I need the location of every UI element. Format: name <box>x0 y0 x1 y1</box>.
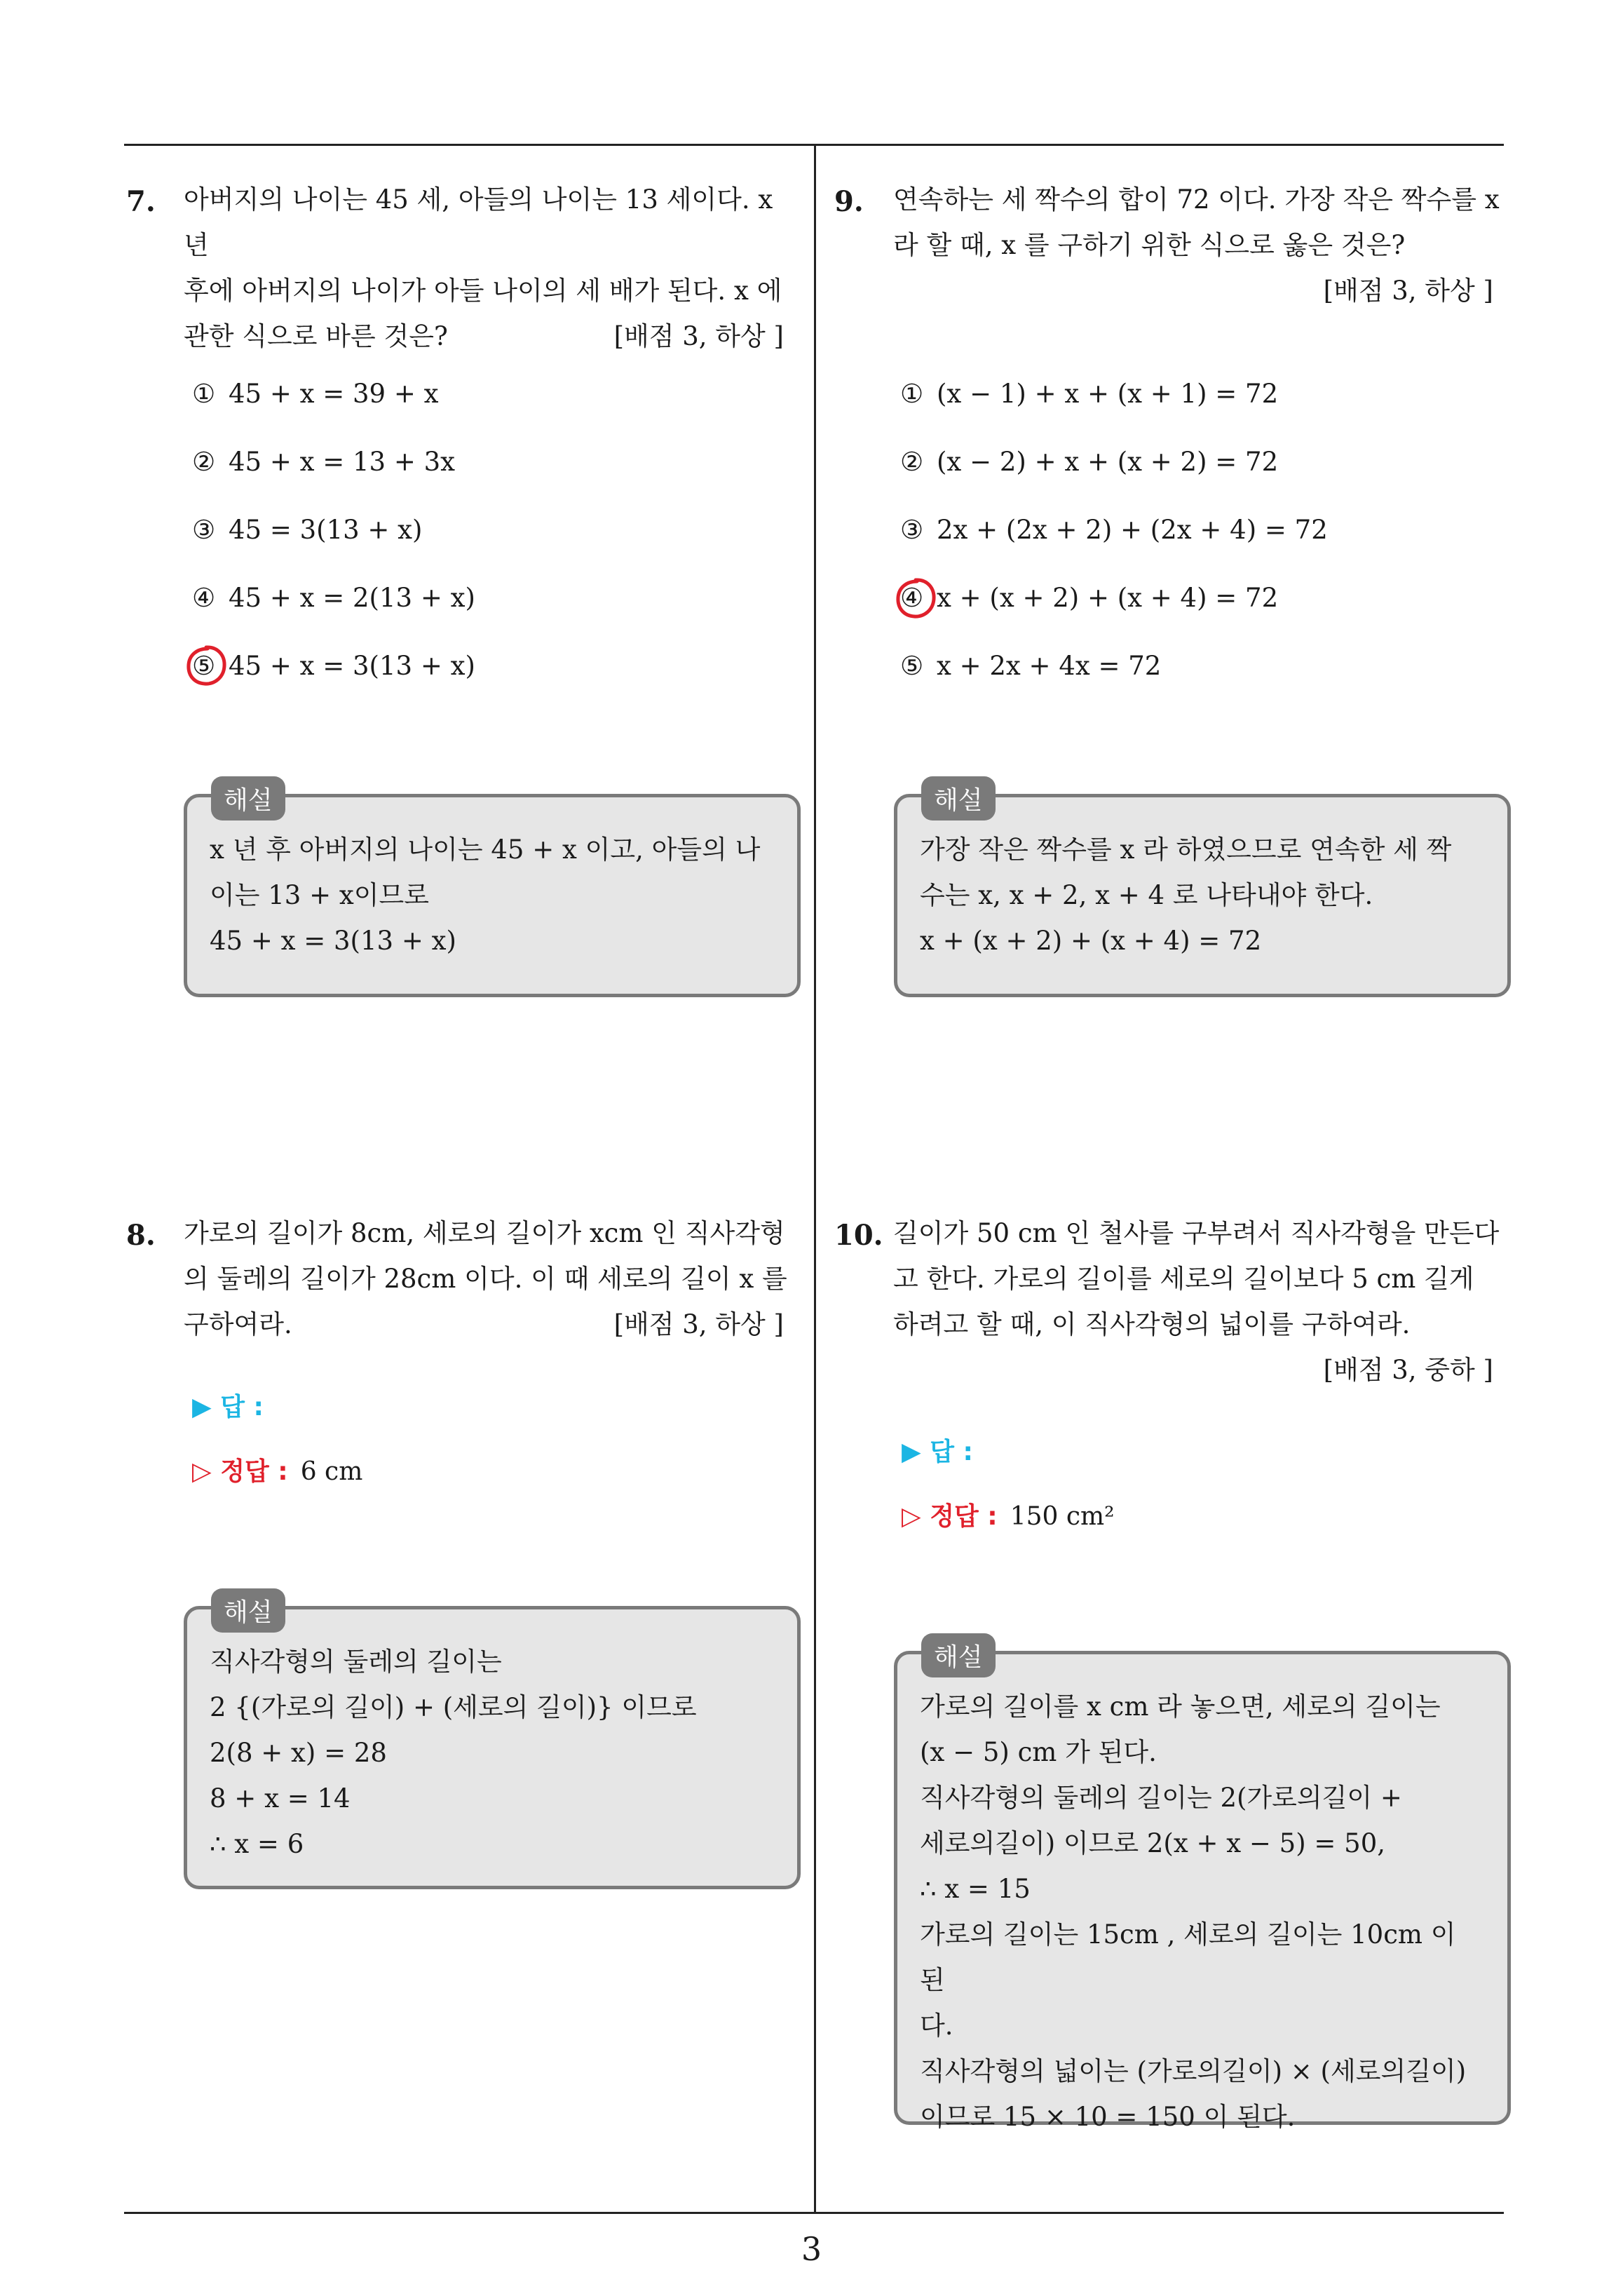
choice-mark: ① <box>900 379 924 409</box>
explanation-line: 가로의 길이를 x cm 라 놓으면, 세로의 길이는 <box>920 1691 1441 1722</box>
question-line-end: 관한 식으로 바른 것은? <box>184 321 448 351</box>
score-label: [배점 3, 하상 ] <box>613 1309 784 1339</box>
choice-text: 45 + x = 3(13 + x) <box>229 651 475 681</box>
explanation-line: 수는 x, x + 2, x + 4 로 나타내야 한다. <box>920 880 1373 910</box>
question-text <box>893 1210 1510 1393</box>
answer-circle-mark <box>184 644 228 687</box>
explanation-line: 이는 13 + x이므로 <box>210 880 429 910</box>
answer-input-label[interactable]: ▶ 답 : <box>192 1393 264 1422</box>
choice-1[interactable] <box>192 379 438 409</box>
score-label: [배점 3, 하상 ] <box>613 321 784 351</box>
correct-answer-label: ▷ 정답 : <box>192 1457 288 1486</box>
choice-text: 45 + x = 2(13 + x) <box>229 583 475 613</box>
bottom-rule <box>124 2212 1504 2214</box>
choice-text: (x − 1) + x + (x + 1) = 72 <box>937 379 1279 409</box>
question-text <box>893 177 1510 313</box>
choice-5[interactable] <box>900 651 1161 681</box>
choice-text: (x − 2) + x + (x + 2) = 72 <box>937 447 1279 477</box>
explanation-body <box>920 1684 1486 2140</box>
correct-answer <box>192 1452 362 1487</box>
question-line: 하려고 할 때, 이 직사각형의 넓이를 구하여라. <box>893 1309 1411 1339</box>
answer-input-label[interactable]: ▶ 답 : <box>902 1438 973 1466</box>
choice-mark: ① <box>192 379 216 409</box>
explanation-box <box>894 786 1511 997</box>
choice-2[interactable] <box>900 447 1278 477</box>
choice-text: x + (x + 2) + (x + 4) = 72 <box>937 583 1279 613</box>
explanation-line: ∴ x = 15 <box>920 1874 1031 1904</box>
choice-1[interactable] <box>900 379 1278 409</box>
explanation-line: 다. <box>920 2011 953 2041</box>
score-label: [배점 3, 하상 ] <box>1323 276 1493 306</box>
choice-mark: ⑤ <box>192 651 216 681</box>
explanation-line: ∴ x = 6 <box>210 1829 304 1859</box>
explanation-line: (x − 5) cm 가 된다. <box>920 1737 1157 1767</box>
explanation-tag: 해설 <box>211 1588 285 1633</box>
choice-mark: ④ <box>192 583 216 613</box>
question-line: 가로의 길이가 8cm, 세로의 길이가 xcm 인 직사각형 <box>184 1218 785 1248</box>
question-line <box>184 1302 801 1347</box>
choice-4[interactable] <box>900 583 1278 613</box>
choice-mark: ② <box>900 447 924 477</box>
choice-mark: ⑤ <box>900 651 924 681</box>
explanation-tag: 해설 <box>211 776 285 821</box>
explanation-line: x + (x + 2) + (x + 4) = 72 <box>920 926 1262 956</box>
explanation-box <box>184 1598 801 1889</box>
explanation-box <box>184 786 801 997</box>
choice-mark: ③ <box>900 515 924 545</box>
answer-circle-mark <box>894 576 937 620</box>
explanation-line: 직사각형의 둘레의 길이는 <box>210 1647 502 1677</box>
explanation-body <box>920 827 1486 964</box>
question-number: 9. <box>834 185 864 218</box>
explanation-body <box>210 827 776 964</box>
explanation-line: 이므로 15 × 10 = 150 이 된다. <box>920 2102 1296 2132</box>
choice-5[interactable] <box>192 651 475 681</box>
explanation-tag: 해설 <box>921 1633 996 1677</box>
question-text <box>184 177 801 359</box>
choice-text: 45 = 3(13 + x) <box>229 515 423 545</box>
explanation-line: 직사각형의 둘레의 길이는 2(가로의길이 + <box>920 1783 1402 1813</box>
explanation-line: x 년 후 아버지의 나이는 45 + x 이고, 아들의 나 <box>210 835 761 865</box>
explanation-line: 가로의 길이는 15cm , 세로의 길이는 10cm 이 된 <box>920 1919 1456 1995</box>
question-line: 아버지의 나이는 45 세, 아들의 나이는 13 세이다. x 년 <box>184 184 773 260</box>
choice-mark: ③ <box>192 515 216 545</box>
question-line: 의 둘레의 길이가 28cm 이다. 이 때 세로의 길이 x 를 <box>184 1264 787 1294</box>
correct-answer-value: 6 cm <box>300 1457 363 1486</box>
explanation-line: 8 + x = 14 <box>210 1783 351 1814</box>
explanation-line: 직사각형의 넓이는 (가로의길이) × (세로의길이) <box>920 2056 1467 2086</box>
correct-answer-value: 150 cm² <box>1010 1502 1115 1531</box>
correct-answer-label: ▷ 정답 : <box>902 1502 998 1531</box>
explanation-line: 세로의길이) 이므로 2(x + x − 5) = 50, <box>920 1828 1385 1858</box>
page-number: 3 <box>801 2230 822 2268</box>
question-line: 길이가 50 cm 인 철사를 구부려서 직사각형을 만든다 <box>893 1218 1500 1248</box>
explanation-line: 45 + x = 3(13 + x) <box>210 926 456 956</box>
question-line: 후에 아버지의 나이가 아들 나이의 세 배가 된다. x 에 <box>184 276 782 306</box>
explanation-body <box>210 1639 776 1867</box>
question-line: 고 한다. 가로의 길이를 세로의 길이보다 5 cm 길게 <box>893 1264 1474 1294</box>
explanation-line: 2 {(가로의 길이) + (세로의 길이)} 이므로 <box>210 1692 697 1722</box>
choice-2[interactable] <box>192 447 455 477</box>
explanation-line: 2(8 + x) = 28 <box>210 1738 387 1768</box>
question-line: 연속하는 세 짝수의 합이 72 이다. 가장 작은 짝수를 x <box>893 184 1500 215</box>
choice-4[interactable] <box>192 583 475 613</box>
question-number: 8. <box>126 1219 156 1252</box>
question-line <box>184 313 801 359</box>
choice-text: x + 2x + 4x = 72 <box>937 651 1162 681</box>
choice-3[interactable] <box>192 515 423 545</box>
choice-text: 45 + x = 39 + x <box>229 379 439 409</box>
question-line-end: 구하여라. <box>184 1309 292 1339</box>
question-number: 10. <box>834 1219 883 1252</box>
choice-text: 2x + (2x + 2) + (2x + 4) = 72 <box>937 515 1328 545</box>
explanation-line: 가장 작은 짝수를 x 라 하였으므로 연속한 세 짝 <box>920 835 1452 865</box>
choice-3[interactable] <box>900 515 1328 545</box>
question-text <box>184 1210 801 1347</box>
explanation-tag: 해설 <box>921 776 996 821</box>
column-divider <box>814 146 816 2213</box>
choice-mark: ② <box>192 447 216 477</box>
choice-text: 45 + x = 13 + 3x <box>229 447 456 477</box>
explanation-box <box>894 1643 1511 2132</box>
question-line: 라 할 때, x 를 구하기 위한 식으로 옳은 것은? <box>893 230 1406 260</box>
correct-answer <box>902 1497 1115 1532</box>
choice-mark: ④ <box>900 583 924 613</box>
question-number: 7. <box>126 185 156 218</box>
score-label: [배점 3, 중하 ] <box>1323 1355 1493 1385</box>
